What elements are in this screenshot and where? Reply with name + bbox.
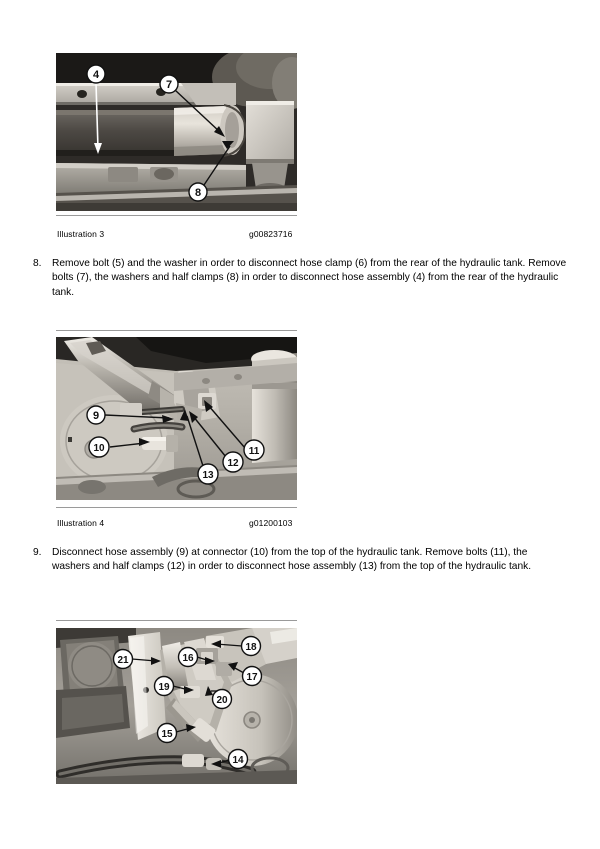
callout-20-label: 20 <box>216 695 228 706</box>
callout-10-label: 10 <box>93 443 105 454</box>
callout-19-label: 19 <box>158 682 170 693</box>
caption-illustration-3-label: Illustration 3 <box>57 229 105 239</box>
caption-illustration-3-id: g00823716 <box>249 229 293 239</box>
callout-9 <box>87 406 105 424</box>
step-8 <box>33 257 567 300</box>
callout-15-label: 15 <box>161 729 173 740</box>
callout-12-label: 12 <box>227 458 239 469</box>
rule-above-illustration-4 <box>56 330 297 331</box>
rule-below-illustration-4 <box>56 507 297 508</box>
caption-illustration-4-label: Illustration 4 <box>57 518 105 528</box>
callout-15 <box>158 724 177 743</box>
callout-8-label: 8 <box>194 187 202 199</box>
callout-11-label: 11 <box>248 446 260 457</box>
callout-16 <box>179 648 198 667</box>
callout-4 <box>87 65 105 83</box>
callout-20 <box>213 690 232 709</box>
callout-14-label: 14 <box>232 755 244 766</box>
callout-19 <box>155 677 174 696</box>
callout-13-label: 13 <box>202 470 214 481</box>
callout-10 <box>89 437 109 457</box>
caption-illustration-4-id: g01200103 <box>249 518 293 528</box>
figure-illustration-3 <box>56 53 297 211</box>
callout-7-label: 7 <box>165 79 173 91</box>
step-9-text: Disconnect hose assembly (9) at connector (10) from the top of the hydraulic tank. Remove bolts (11), the washers and half clamps (12) in order to disconnect hose assembly (13) from the top of the hydraulic tank. <box>52 547 532 573</box>
callout-8 <box>189 183 207 201</box>
step-8-text: Remove bolt (5) and the washer in order to disconnect hose clamp (6) from the rear of the hydraulic tank. Remove bolts (7), the washers and half clamps (8) in order to disconnect hose assembly (4) from the rear of the hydraulic tank. <box>52 258 567 298</box>
caption-illustration-3 <box>57 229 317 239</box>
figure-illustration-5 <box>56 628 297 784</box>
callout-18 <box>242 637 261 656</box>
figure-illustration-4 <box>56 337 297 500</box>
callout-14 <box>229 750 248 769</box>
caption-illustration-4 <box>57 518 317 528</box>
step-9 <box>33 546 567 575</box>
callout-9-label: 9 <box>92 410 100 422</box>
illustration-3-photo <box>56 53 297 211</box>
callout-21 <box>114 650 133 669</box>
callout-11 <box>244 440 264 460</box>
callout-17 <box>243 667 262 686</box>
callout-4-label: 4 <box>92 69 100 81</box>
callout-13 <box>198 464 218 484</box>
rule-above-illustration-5 <box>56 620 297 621</box>
illustration-4-photo <box>56 337 297 500</box>
callout-21-label: 21 <box>117 655 129 666</box>
callout-16-label: 16 <box>182 653 194 664</box>
callout-17-label: 17 <box>246 672 258 683</box>
rule-below-illustration-3 <box>56 215 297 216</box>
callout-12 <box>223 452 243 472</box>
step-9-number: 9. <box>33 547 42 558</box>
callout-7 <box>160 75 178 93</box>
callout-18-label: 18 <box>245 642 257 653</box>
illustration-5-photo <box>56 628 297 784</box>
step-8-number: 8. <box>33 258 42 269</box>
